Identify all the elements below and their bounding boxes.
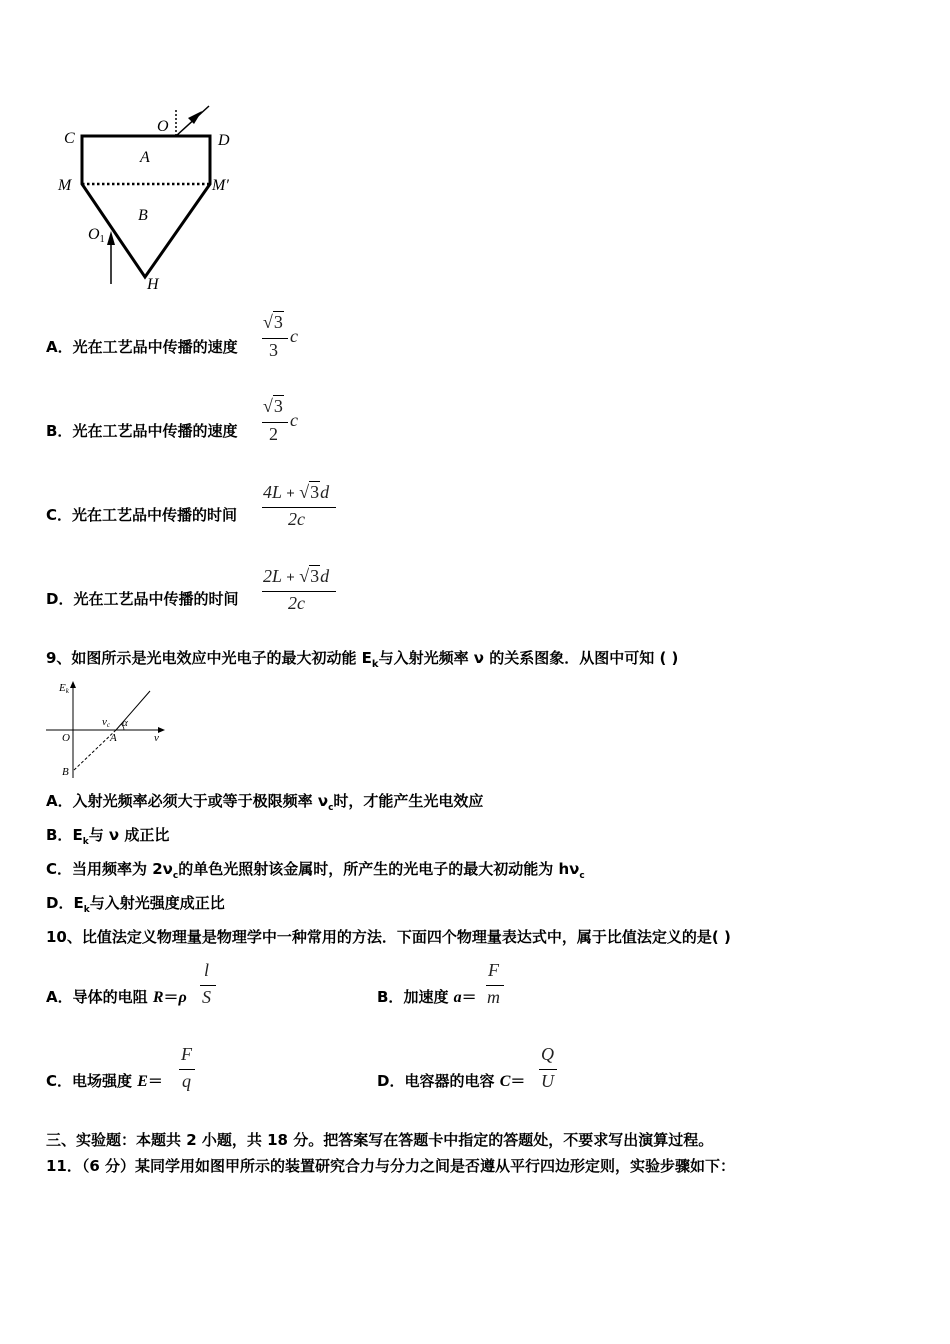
q10-option-d-fraction: Q U — [539, 1044, 561, 1094]
q8-option-a — [46, 336, 238, 357]
q10-option-c-fraction: F q — [179, 1044, 199, 1094]
label-m: M — [58, 177, 72, 194]
option-text: 光在工艺品中传播的时间 — [73, 590, 239, 608]
label-o1: O1 — [88, 226, 105, 245]
q9-option-d: D．$E_k$与入射光强度成正比 — [46, 894, 225, 915]
q10-option-d: D．电容器的电容 C＝ — [377, 1072, 526, 1090]
label-o: O — [62, 732, 70, 744]
label-h: H — [147, 276, 159, 293]
option-letter: A． — [46, 338, 73, 356]
q8-option-c — [46, 504, 237, 525]
label-a: A — [140, 149, 150, 166]
q9-option-c: C．当用频率为 $2\nu_c$的单色光照射该金属时，所产生的光电子的最大初动能为 $h\nu_c$ — [46, 860, 585, 881]
label-nu: ν — [154, 732, 159, 744]
option-text: 光在工艺品中传播的速度 — [72, 422, 238, 440]
option-letter: D． — [46, 590, 74, 608]
ek-axis-arrow — [70, 681, 76, 688]
label-ek: Ek — [59, 682, 69, 695]
option-letter: C． — [46, 506, 73, 524]
option-text: 光在工艺品中传播的速度 — [72, 338, 238, 356]
q11-stem: 11．（6 分）某同学用如图甲所示的装置研究合力与分力之间是否遵从平行四边形定则，实验步骤如下： — [46, 1157, 736, 1175]
option-text: 光在工艺品中传播的时间 — [72, 506, 238, 524]
q9-option-a: A．入射光频率必须大于或等于极限频率 $\nu_c$时，才能产生光电效应 — [46, 792, 484, 813]
label-o: O — [157, 118, 169, 135]
q8-option-c-formula: 4L + √3d 2c — [260, 480, 340, 530]
q8-option-d-formula: 2L + √3d 2c — [260, 564, 340, 614]
nu-axis-arrow — [158, 727, 165, 733]
label-b: B — [138, 207, 148, 224]
q8-option-b — [46, 420, 237, 441]
q10-option-b: B．加速度 a＝ — [377, 988, 477, 1006]
option-letter: B． — [46, 422, 73, 440]
q10-option-c: C．电场强度 E＝ — [46, 1072, 163, 1090]
label-c: C — [64, 130, 75, 147]
label-m-prime: M′ — [212, 177, 229, 194]
q10-stem: 10、比值法定义物理量是物理学中一种常用的方法．下面四个物理量表达式中，属于比值法定义的是( ) — [46, 928, 731, 946]
ek-nu-graph — [44, 678, 169, 780]
q10-option-a: A．导体的电阻 R＝ρ — [46, 988, 187, 1006]
q8-option-b-formula: √3 2 c — [263, 396, 298, 444]
label-b: B — [62, 766, 69, 778]
q9-option-b: B．$E_k$与 ν 成正比 — [46, 826, 170, 847]
prism-figure — [50, 100, 250, 295]
label-alpha: α — [122, 717, 128, 729]
q8-option-d — [46, 588, 238, 609]
section-heading: 三、实验题：本题共 2 小题，共 18 分。把答案写在答题卡中指定的答题处，不要求写出演算过程。 — [46, 1131, 714, 1149]
q9-stem: 9、如图所示是光电效应中光电子的最大初动能 $E_k$与入射光频率 ν 的关系图象．从图中可知 ( ) — [46, 649, 679, 670]
q8-option-a-formula: √3 3 c — [263, 312, 298, 360]
label-nu-c: νc — [102, 716, 110, 729]
q10-option-b-fraction: F m — [486, 960, 508, 1010]
q10-option-a-fraction: l S — [200, 960, 220, 1010]
incident-ray-o-arrowhead — [188, 111, 202, 124]
label-d: D — [218, 132, 230, 149]
label-a: A — [110, 732, 117, 744]
